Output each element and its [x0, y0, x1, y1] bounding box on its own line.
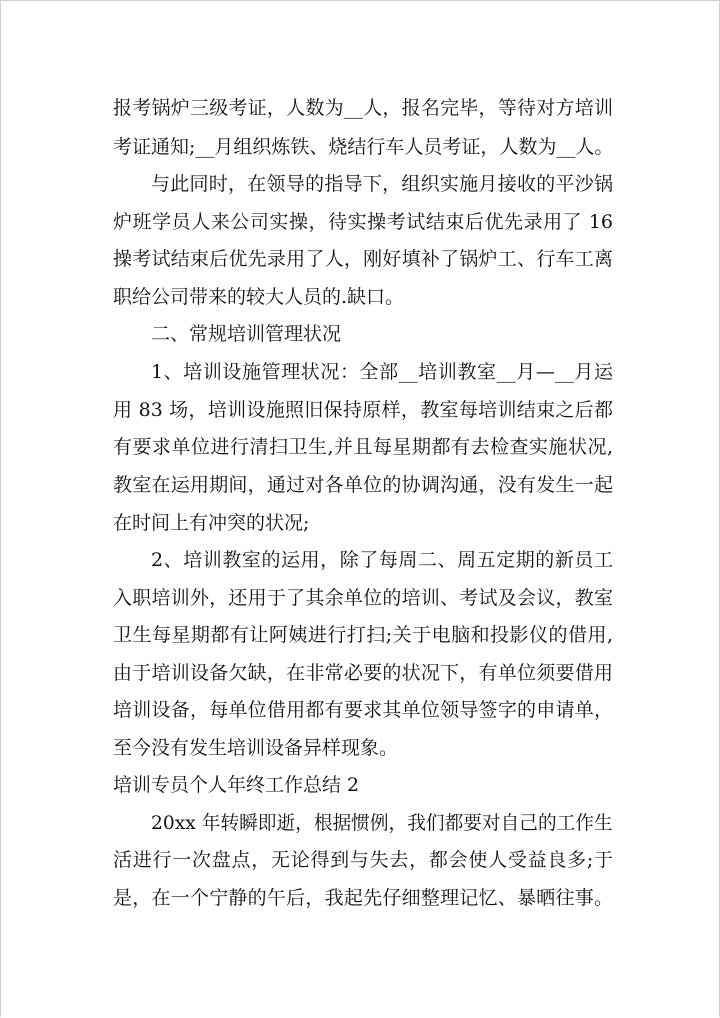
text-line: 卫生每星期都有让阿姨进行打扫;关于电脑和投影仪的借用, [113, 624, 613, 646]
paragraph-first-line: 与此同时，在领导的指导下，组织实施月接收的平沙锅 [151, 173, 613, 195]
text-line: 炉班学员人来公司实操，待实操考试结束后优先录用了 16 [113, 211, 613, 233]
text-line: 入职培训外，还用于了其余单位的培训、考试及会议，教室 [113, 587, 613, 609]
text-line: 培训设备，每单位借用都有要求其单位领导签字的申请单， [113, 699, 613, 721]
paragraph-first-line: 1、培训设施管理状况：全部__培训教室__月—__月运 [151, 361, 613, 383]
text-line: 在时间上有冲突的状况; [113, 512, 310, 534]
text-line: 用 83 场，培训设施照旧保持原样，教室每培训结束之后都 [113, 399, 613, 421]
text-line: 有要求单位进行清扫卫生,并且每星期都有去检查实施状况, [113, 436, 613, 458]
text-line: 活进行一次盘点，无论得到与失去，都会使人受益良多;于 [113, 849, 613, 871]
article-title: 培训专员个人年终工作总结 2 [113, 774, 360, 796]
text-line: 考证通知;__月组织炼铁、烧结行车人员考证，人数为__人。 [113, 136, 614, 158]
text-line: 教室在运用期间，通过对各单位的协调沟通，没有发生一起 [113, 474, 613, 496]
text-line: 是，在一个宁静的午后，我起先仔细整理记忆、暴晒往事。 [113, 887, 613, 909]
text-line: 至今没有发生培训设备异样现象。 [113, 737, 399, 759]
paragraph-first-line: 20xx 年转瞬即逝，根据惯例，我们都要对自己的工作生 [151, 812, 613, 834]
text-line: 职给公司带来的较大人员的.缺口。 [113, 286, 405, 308]
section-heading: 二、常规培训管理状况 [151, 323, 342, 345]
text-line: 由于培训设备欠缺，在非常必要的状况下，有单位须要借用 [113, 662, 613, 684]
paragraph-first-line: 2、培训教室的运用，除了每周二、周五定期的新员工 [151, 549, 613, 571]
text-line: 操考试结束后优先录用了人，刚好填补了锅炉工、行车工离 [113, 248, 613, 270]
text-line: 报考锅炉三级考证，人数为__人，报名完毕，等待对方培训 [113, 97, 613, 119]
